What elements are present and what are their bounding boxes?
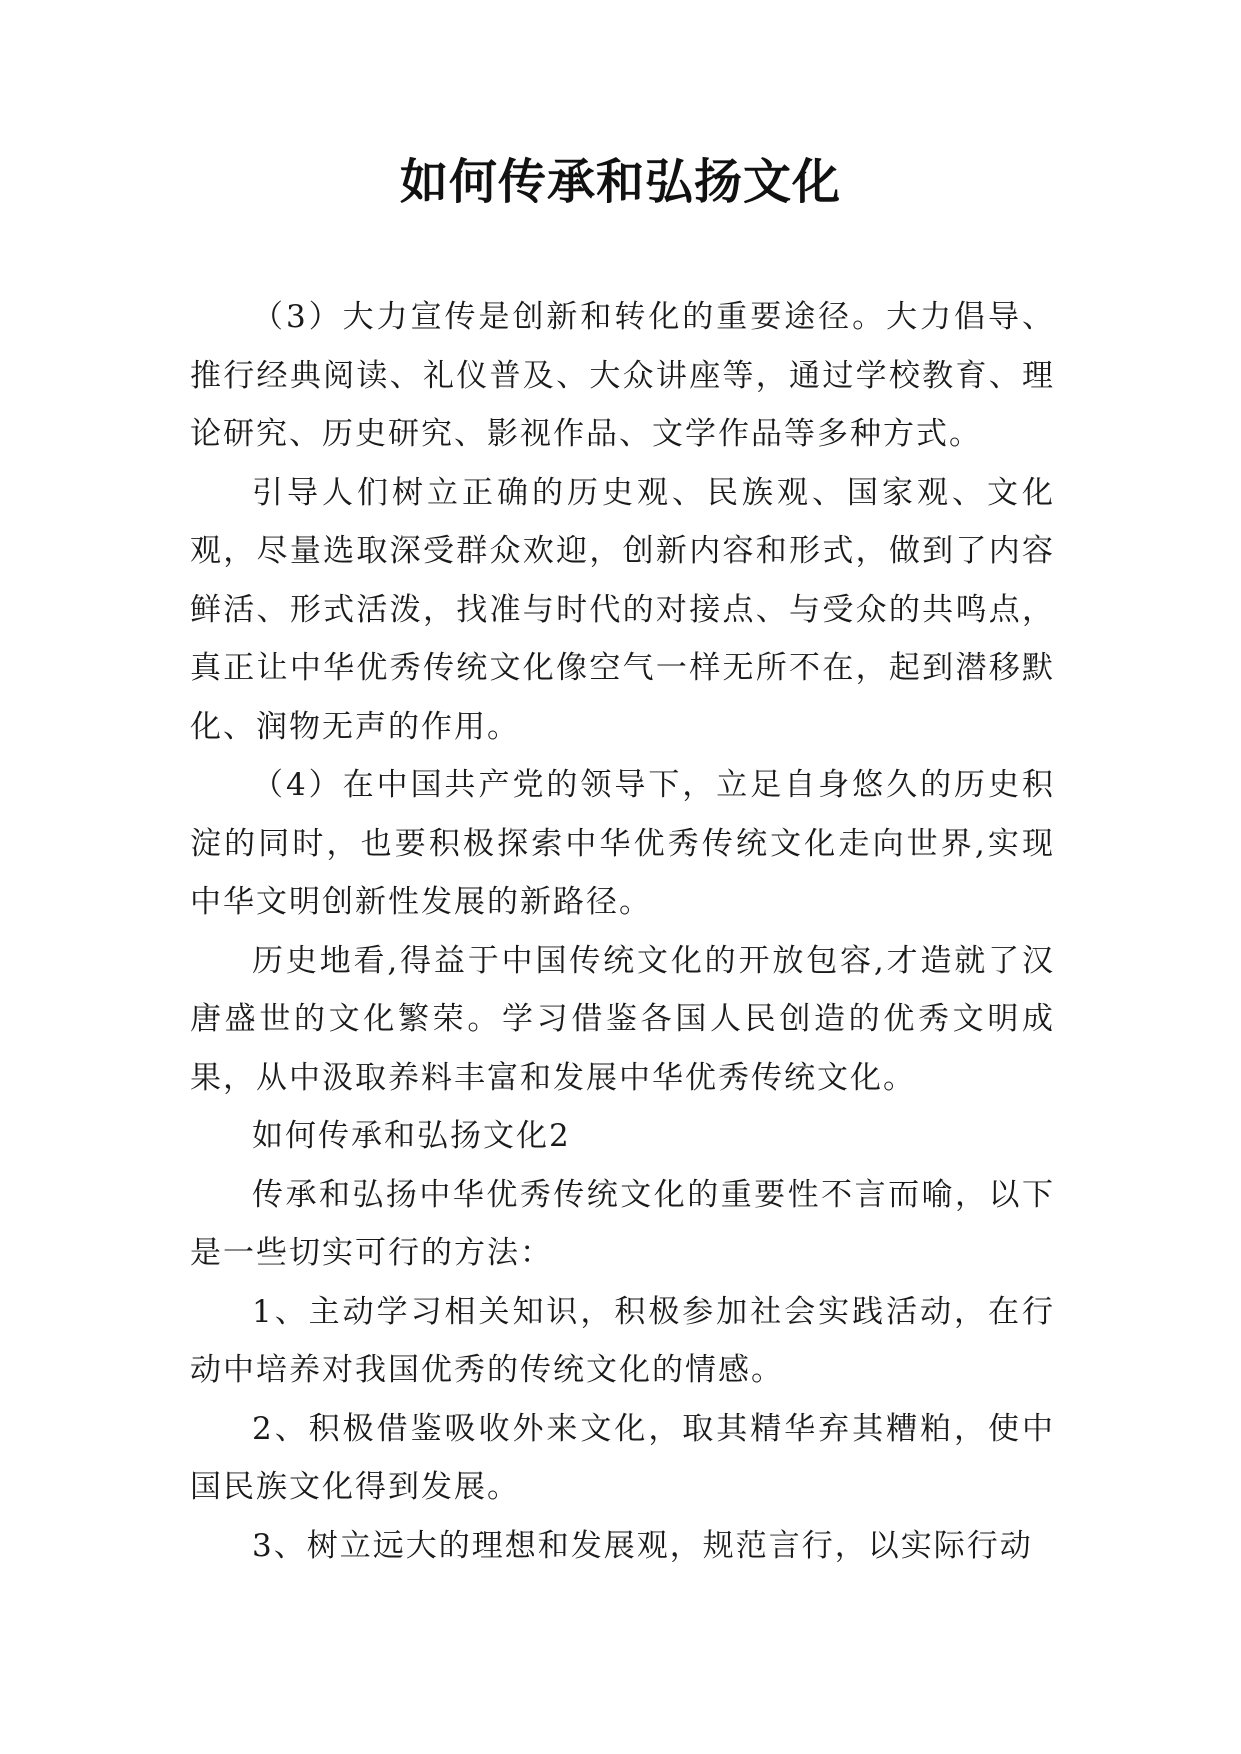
paragraph: （3）大力宣传是创新和转化的重要途径。大力倡导、推行经典阅读、礼仪普及、大众讲座等，通过学校教育、理论研究、历史研究、影视作品、文学作品等多种方式。	[190, 299, 1055, 452]
section-heading: 如何传承和弘扬文化2	[252, 1118, 571, 1154]
paragraph: （4）在中国共产党的领导下，立足自身悠久的历史积淀的同时，也要积极探索中华优秀传统文化走向世界,实现中华文明创新性发展的新路径。	[190, 767, 1055, 920]
paragraph: 引导人们树立正确的历史观、民族观、国家观、文化观，尽量选取深受群众欢迎，创新内容和形式，做到了内容鲜活、形式活泼，找准与时代的对接点、与受众的共鸣点，真正让中华优秀传统文化像空气一样无所不在，起到潜移默化、润物无声的作用。	[190, 474, 1055, 745]
list-item: 3、树立远大的理想和发展观，规范言行，以实际行动	[252, 1527, 1033, 1564]
document-body	[190, 288, 1055, 1575]
list-item: 1、主动学习相关知识，积极参加社会实践活动，在行动中培养对我国优秀的传统文化的情感。	[190, 1293, 1055, 1388]
list-item: 2、积极借鉴吸收外来文化，取其精华弃其糟粕，使中国民族文化得到发展。	[190, 1410, 1055, 1505]
paragraph: 历史地看,得益于中国传统文化的开放包容,才造就了汉唐盛世的文化繁荣。学习借鉴各国人民创造的优秀文明成果，从中汲取养料丰富和发展中华优秀传统文化。	[190, 942, 1055, 1096]
document-title: 如何传承和弘扬文化	[399, 154, 841, 210]
paragraph: 传承和弘扬中华优秀传统文化的重要性不言而喻，以下是一些切实可行的方法：	[190, 1176, 1055, 1271]
